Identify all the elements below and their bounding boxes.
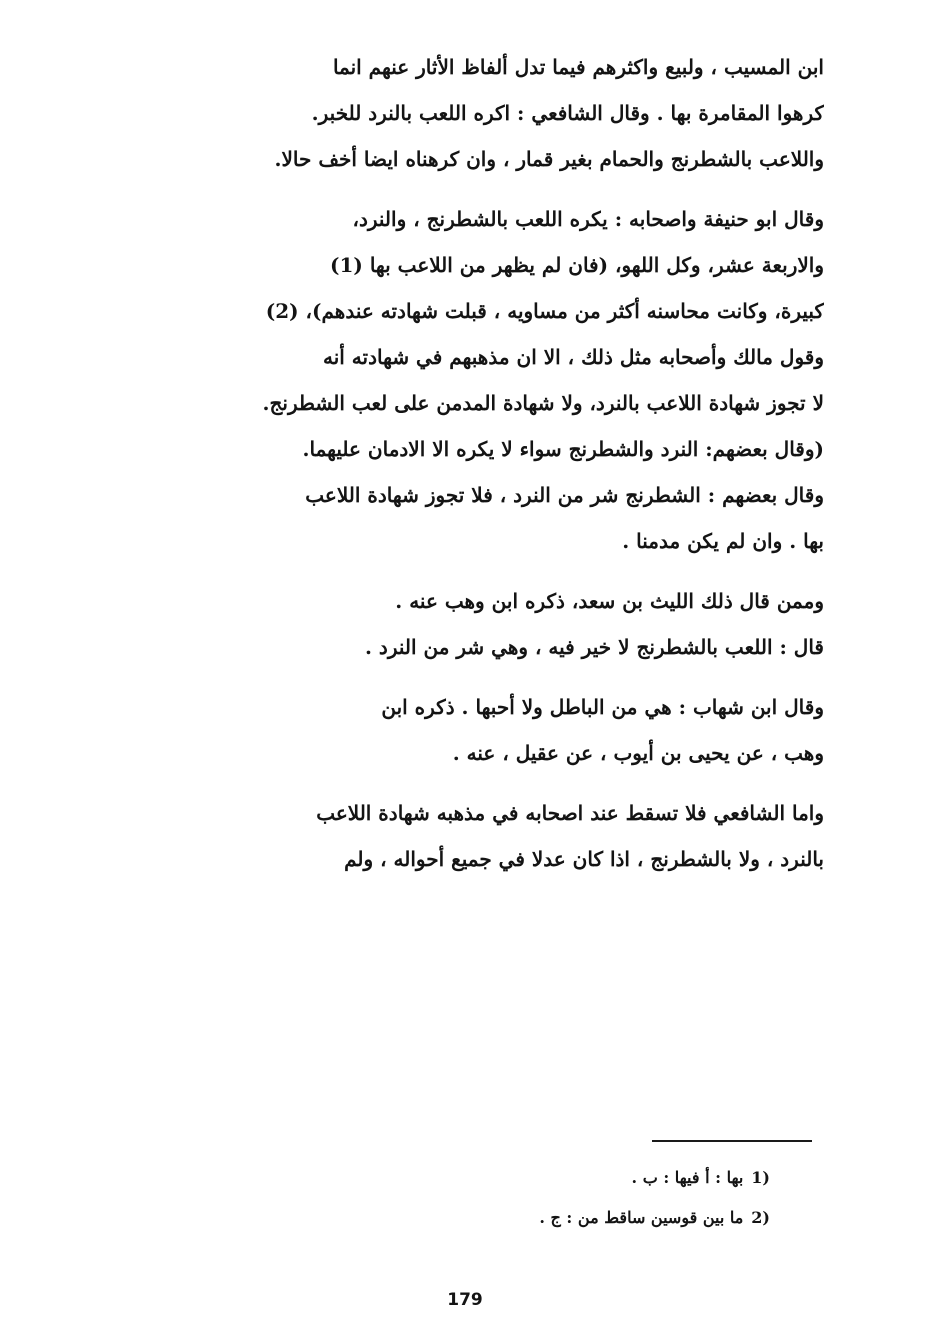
text-line: وقال بعضهم : الشطرنج شر من النرد ، فلا تجوز شهادة اللاعب	[305, 483, 824, 507]
footnote-number: 1)	[751, 1168, 770, 1187]
footnotes	[440, 1158, 770, 1238]
main-text	[176, 44, 824, 896]
paragraph-3	[176, 578, 824, 670]
text-line: قال : اللعب بالشطرنج لا خير فيه ، وهي شر من النرد .	[364, 635, 824, 659]
text-line: ابن المسيب ، ولبيع واكثرهم فيما تدل ألفاظ الأثار عنهم انما	[332, 55, 824, 79]
text-line: واما الشافعي فلا تسقط عند اصحابه في مذهبه شهادة اللاعب	[316, 801, 824, 825]
paragraph-1	[176, 44, 824, 182]
text-line: والاربعة عشر، وكل اللهو، (فان لم يظهر من اللاعب بها (1)	[330, 253, 824, 277]
text-line: وممن قال ذلك الليث بن سعد، ذكره ابن وهب عنه .	[395, 589, 824, 613]
text-line: بالنرد ، ولا بالشطرنج ، اذا كان عدلا في جميع أحواله ، ولم	[344, 847, 824, 871]
text-line: بها . وان لم يكن مدمنا .	[622, 529, 824, 553]
text-line: كرهوا المقامرة بها . وقال الشافعي : اكره اللعب بالنرد للخبر.	[311, 101, 824, 125]
footnote-divider	[652, 1140, 812, 1142]
text-line: وقال ابو حنيفة واصحابه : يكره اللعب بالشطرنج ، والنرد،	[352, 207, 824, 231]
text-line: لا تجوز شهادة اللاعب بالنرد، ولا شهادة المدمن على لعب الشطرنج.	[262, 391, 824, 415]
footnote-text: ما بين قوسين ساقط من : ج .	[539, 1208, 744, 1227]
footnote-2	[440, 1198, 770, 1238]
paragraph-4	[176, 684, 824, 776]
text-line: كبيرة، وكانت محاسنه أكثر من مساويه ، قبلت شهادته عندهم)، (2)	[265, 299, 824, 323]
page-number: 179	[447, 1290, 483, 1310]
footnote-1	[440, 1158, 770, 1198]
footnote-text: بها : أ فيها : ب .	[631, 1168, 744, 1187]
text-line: (وقال بعضهم: النرد والشطرنج سواء لا يكره الا الادمان عليهما.	[302, 437, 824, 461]
text-line: واللاعب بالشطرنج والحمام بغير قمار ، وان كرهناه ايضا أخف حالا.	[274, 147, 824, 171]
paragraph-5	[176, 790, 824, 882]
footnote-number: 2)	[751, 1208, 770, 1227]
text-line: وقول مالك وأصحابه مثل ذلك ، الا ان مذهبهم في شهادته أنه	[323, 345, 824, 369]
paragraph-2	[176, 196, 824, 564]
text-line: وقال ابن شهاب : هي من الباطل ولا أحبها . ذكره ابن	[381, 695, 824, 719]
text-line: وهب ، عن يحيى بن أيوب ، عن عقيل ، عنه .	[452, 741, 824, 765]
